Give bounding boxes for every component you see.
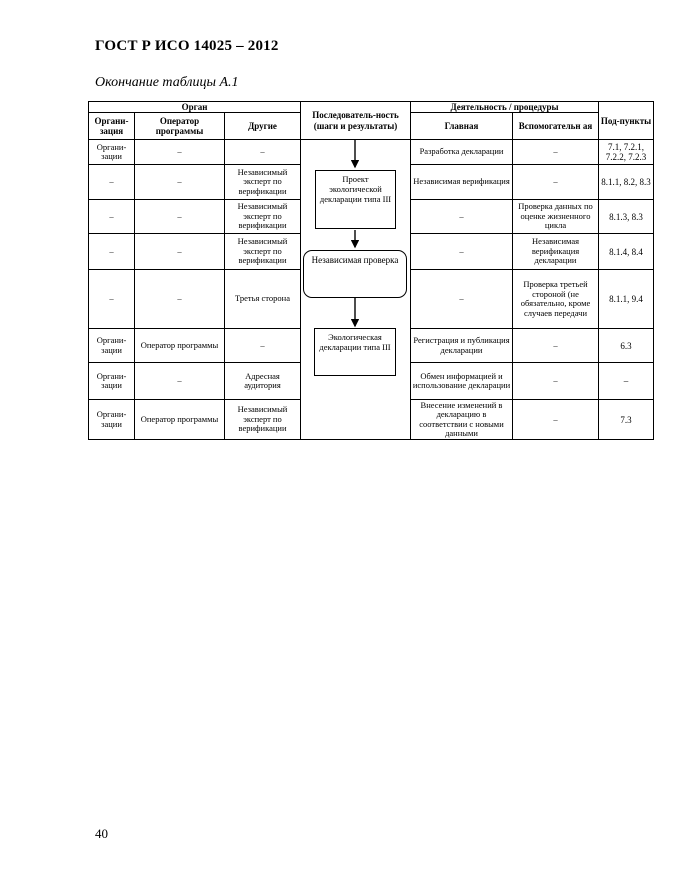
cell-organization: Органи-зации (89, 363, 135, 400)
cell-aux: – (513, 363, 599, 400)
cell-operator: – (135, 200, 225, 234)
flow-box-verification: Независимая проверка (303, 250, 407, 298)
lifecycle-table (88, 101, 654, 440)
cell-aux: Проверка данных по оценке жизненного цикла (513, 200, 599, 234)
cell-others: Третья сторона (225, 270, 301, 329)
cell-organization: – (89, 270, 135, 329)
header-main: Главная (411, 113, 513, 140)
cell-others: Независимый эксперт по верификации (225, 234, 301, 270)
cell-organization: – (89, 200, 135, 234)
cell-organization: – (89, 234, 135, 270)
cell-operator: Оператор программы (135, 400, 225, 440)
cell-others: – (225, 329, 301, 363)
cell-main: Обмен информацией и использование декларации (411, 363, 513, 400)
page-number: 40 (95, 826, 108, 841)
cell-organization: – (89, 165, 135, 200)
cell-operator: – (135, 165, 225, 200)
cell-main: – (411, 234, 513, 270)
cell-subclause: – (599, 363, 654, 400)
cell-operator: – (135, 270, 225, 329)
cell-subclause: 6.3 (599, 329, 654, 363)
cell-main: Внесение изменений в декларацию в соответствии с новыми данными (411, 400, 513, 440)
cell-operator: – (135, 363, 225, 400)
cell-aux: – (513, 329, 599, 363)
header-sequence: Последователь-ность (шаги и результаты) (301, 102, 411, 140)
header-activity: Деятельность / процедуры (411, 102, 599, 113)
cell-subclause: 7.3 (599, 400, 654, 440)
cell-subclause: 8.1.4, 8.4 (599, 234, 654, 270)
cell-organization: Органи-зации (89, 329, 135, 363)
cell-others: – (225, 140, 301, 165)
cell-main: – (411, 270, 513, 329)
cell-organization: Органи-зации (89, 400, 135, 440)
cell-organization: Органи-зации (89, 140, 135, 165)
cell-aux: – (513, 165, 599, 200)
cell-main: Независимая верификация (411, 165, 513, 200)
cell-aux: – (513, 140, 599, 165)
cell-aux: Независимая верификация декларации (513, 234, 599, 270)
cell-others: Независимый эксперт по верификации (225, 200, 301, 234)
header-others: Другие (225, 113, 301, 140)
table-row (89, 140, 654, 165)
header-program-operator: Оператор программы (135, 113, 225, 140)
document-header: ГОСТ Р ИСО 14025 – 2012 (95, 38, 279, 54)
cell-subclause: 8.1.1, 9.4 (599, 270, 654, 329)
cell-subclause: 7.1, 7.2.1, 7.2.2, 7.2.3 (599, 140, 654, 165)
cell-aux: – (513, 400, 599, 440)
cell-main: Разработка декларации (411, 140, 513, 165)
cell-operator: – (135, 140, 225, 165)
header-organization: Органи-зация (89, 113, 135, 140)
cell-others: Адресная аудитория (225, 363, 301, 400)
header-organ: Орган (89, 102, 301, 113)
header-subclauses: Под-пункты (599, 102, 654, 140)
cell-main: – (411, 200, 513, 234)
cell-others: Независимый эксперт по верификации (225, 400, 301, 440)
cell-aux: Проверка третьей стороной (не обязательно, кроме случаев передачи (513, 270, 599, 329)
flow-box-draft: Проект экологической декларации типа III (315, 170, 396, 229)
flow-box-declaration: Экологическая декларации типа III (314, 328, 396, 376)
cell-subclause: 8.1.1, 8.2, 8.3 (599, 165, 654, 200)
cell-main: Регистрация и публикация декларации (411, 329, 513, 363)
cell-operator: Оператор программы (135, 329, 225, 363)
cell-others: Независимый эксперт по верификации (225, 165, 301, 200)
cell-operator: – (135, 234, 225, 270)
header-auxiliary: Вспомогательн ая (513, 113, 599, 140)
table-caption: Окончание таблицы А.1 (95, 75, 239, 90)
flow-column (301, 140, 411, 440)
cell-subclause: 8.1.3, 8.3 (599, 200, 654, 234)
